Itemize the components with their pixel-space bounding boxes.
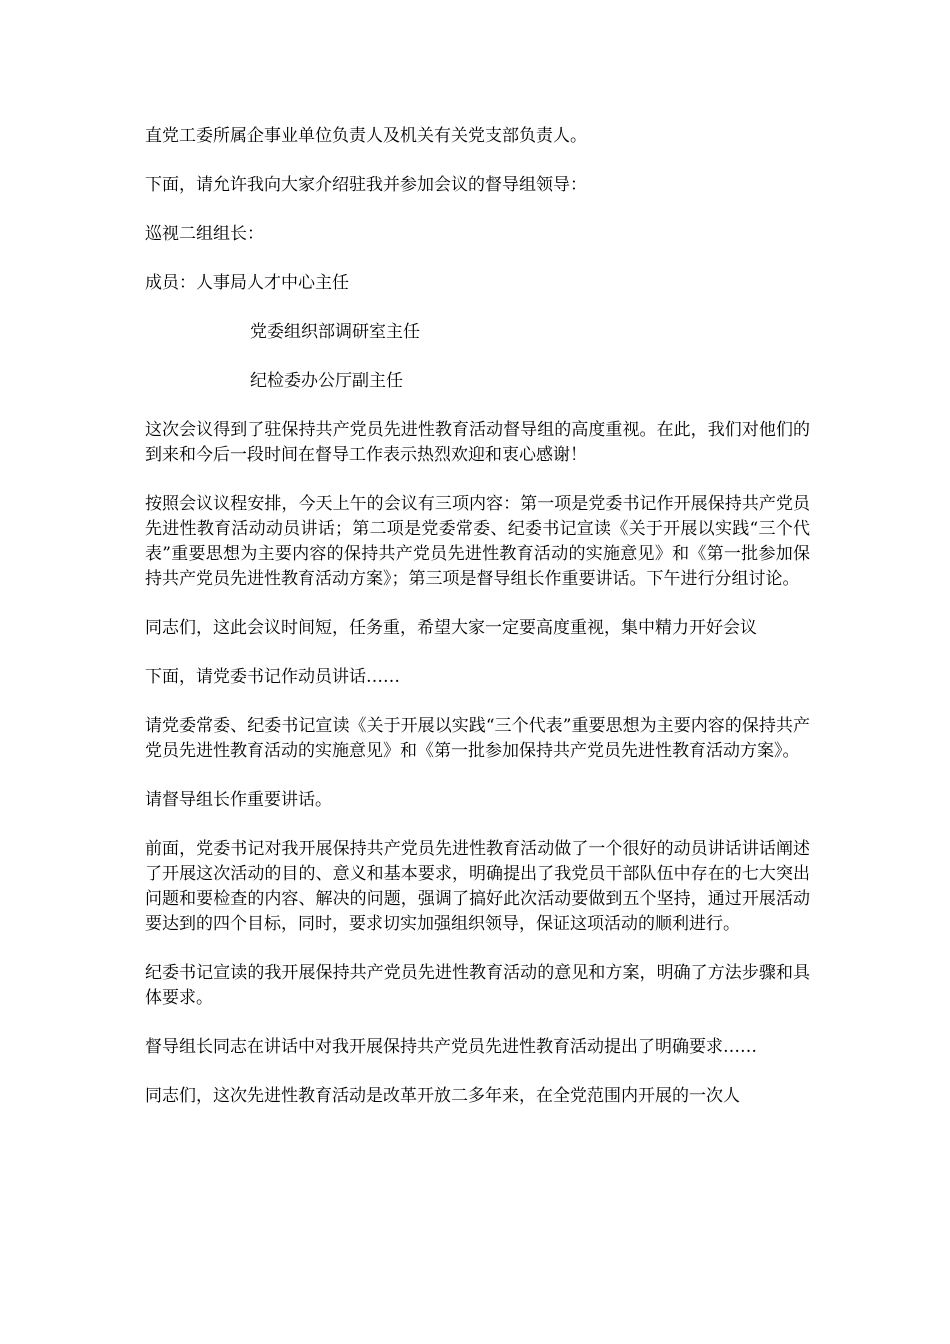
paragraph-members: 成员：人事局人才中心主任	[145, 273, 349, 293]
paragraph-group-leader: 巡视二组组长：	[145, 224, 264, 244]
paragraph-member-2: 党委组织部调研室主任	[250, 322, 420, 342]
paragraph-introduction: 下面，请允许我向大家介绍驻我并参加会议的督导组领导：	[145, 175, 587, 195]
paragraph-closing: 同志们，这次先进性教育活动是改革开放二多年来，在全党范围内开展的一次人	[145, 1086, 740, 1106]
paragraph-welcome: 这次会议得到了驻保持共产党员先进性教育活动督导组的高度重视。在此，我们对他们的到来和今后一段时间在督导工作表示热烈欢迎和衷心感谢！	[145, 420, 810, 465]
paragraph-attendees: 直党工委所属企事业单位负责人及机关有关党支部负责人。	[145, 126, 587, 146]
paragraph-agenda: 按照会议议程安排，今天上午的会议有三项内容：第一项是党委书记作开展保持共产党员先进性教育活动动员讲话；第二项是党委常委、纪委书记宣读《关于开展以实践“三个代表”重要思想为主要内容的保持共产党员先进性教育活动的实施意见》和《第一批参加保持共产党员先进性教育活动方案》；第三项是督导组长作重要讲话。下午进行分组讨论。	[145, 494, 810, 589]
paragraph-member-3: 纪检委办公厅副主任	[250, 371, 403, 391]
paragraph-supervisor-speech: 请督导组长作重要讲话。	[145, 790, 332, 810]
paragraph-read-documents: 请党委常委、纪委书记宣读《关于开展以实践“三个代表”重要思想为主要内容的保持共产党员先进性教育活动的实施意见》和《第一批参加保持共产党员先进性教育活动方案》。	[145, 716, 810, 761]
paragraph-requirements: 督导组长同志在讲话中对我开展保持共产党员先进性教育活动提出了明确要求……	[145, 1037, 757, 1057]
document-body	[145, 124, 810, 1133]
paragraph-plan-summary: 纪委书记宣读的我开展保持共产党员先进性教育活动的意见和方案，明确了方法步骤和具体要求。	[145, 963, 810, 1008]
paragraph-meeting-note: 同志们，这此会议时间短，任务重，希望大家一定要高度重视，集中精力开好会议	[145, 618, 757, 638]
paragraph-summary: 前面，党委书记对我开展保持共产党员先进性教育活动做了一个很好的动员讲话讲话阐述了开展这次活动的目的、意义和基本要求，明确提出了我党员干部队伍中存在的七大突出问题和要检查的内容、解决的问题，强调了搞好此次活动要做到五个坚持，通过开展活动要达到的四个目标，同时，要求切实加强组织领导，保证这项活动的顺利进行。	[145, 839, 810, 934]
paragraph-secretary-speech: 下面，请党委书记作动员讲话……	[145, 667, 400, 687]
